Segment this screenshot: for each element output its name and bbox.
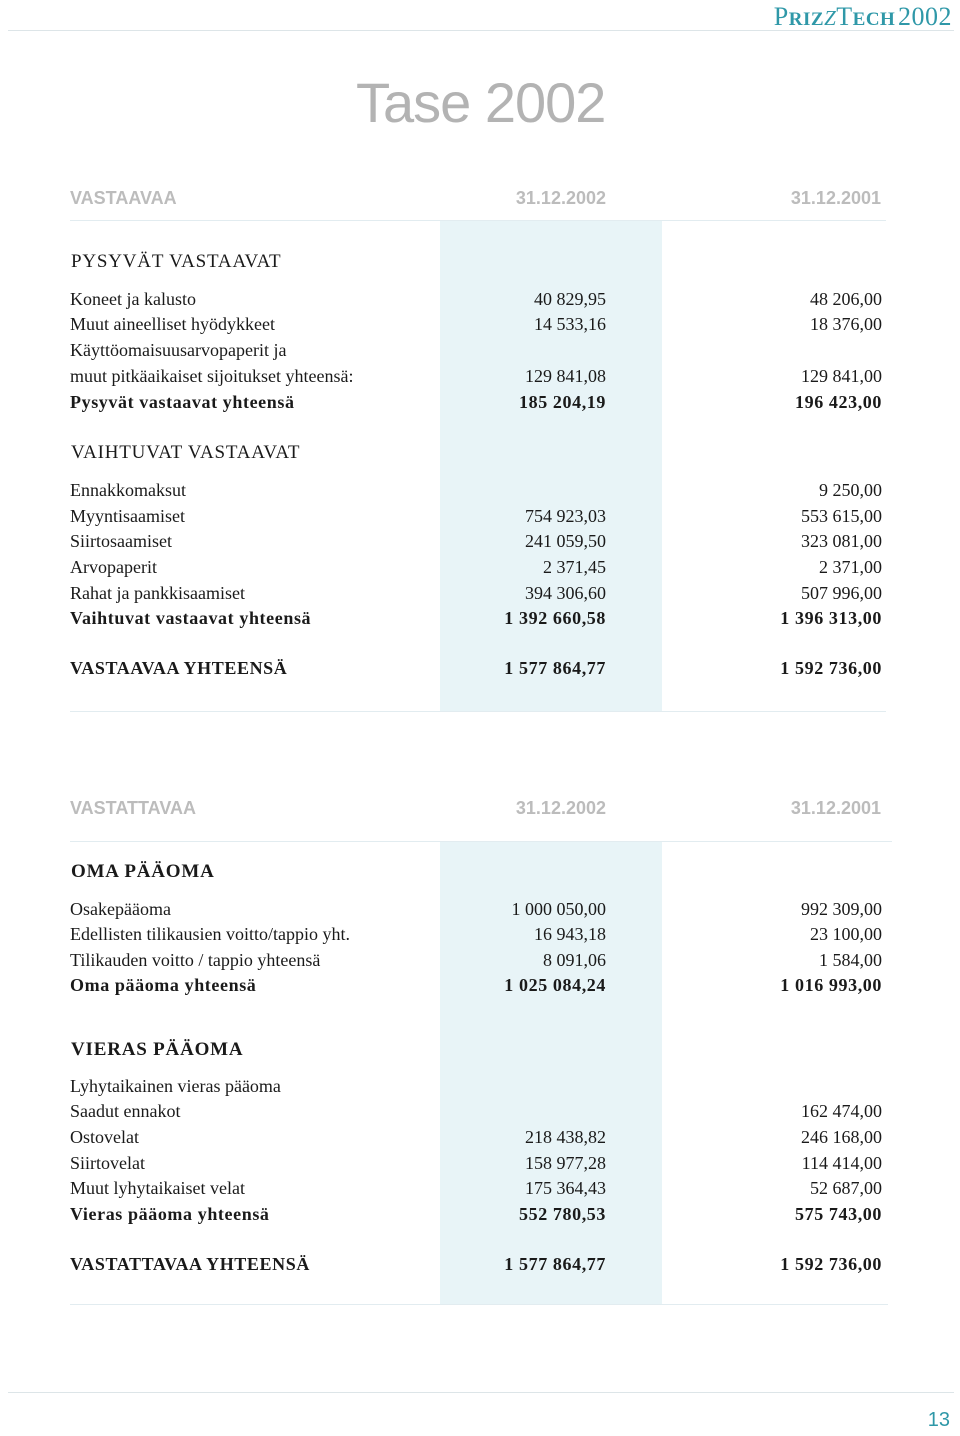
table-row <box>70 314 882 340</box>
row-value-2001: 1 016 993,00 <box>780 975 882 995</box>
assets-bottom-rule <box>70 711 886 712</box>
section-title-fixed-assets: PYSYVÄT VASTAAVAT <box>71 251 282 272</box>
row-label: Vieras pääoma yhteensä <box>70 1204 270 1224</box>
table-row <box>70 1101 882 1127</box>
section-title-current-assets: VAIHTUVAT VASTAAVAT <box>71 442 301 463</box>
row-label: Arvopaperit <box>70 557 157 577</box>
row-label: Ennakkomaksut <box>70 480 186 500</box>
row-value-2001: 196 423,00 <box>795 392 882 412</box>
brand-year: 2002 <box>898 2 952 31</box>
subtotal-row <box>70 1204 882 1230</box>
row-label: Koneet ja kalusto <box>70 289 196 309</box>
table-row <box>70 583 882 609</box>
row-value-2001: 1 584,00 <box>819 950 882 970</box>
brand-rizz: RIZ <box>788 9 825 30</box>
brand-z: Z <box>824 6 837 30</box>
assets-header-2001: 31.12.2001 <box>790 188 881 208</box>
row-value-2002: 175 364,43 <box>525 1178 606 1198</box>
section-title-debt: VIERAS PÄÄOMA <box>71 1039 244 1060</box>
subtotal-row <box>70 608 882 634</box>
table-row <box>70 289 882 315</box>
grand-total-row <box>70 658 882 684</box>
row-label: Lyhytaikainen vieras pääoma <box>70 1076 281 1096</box>
table-row <box>70 366 882 392</box>
brand-tech: ECH <box>852 9 896 30</box>
row-value-2001: 18 376,00 <box>810 314 882 334</box>
row-value-2001: 1 592 736,00 <box>780 658 882 678</box>
row-value-2001: 2 371,00 <box>819 557 882 577</box>
liabilities-header-label: VASTATTAVAA <box>70 798 196 818</box>
row-value-2001: 992 309,00 <box>801 899 882 919</box>
section-title-equity: OMA PÄÄOMA <box>71 861 215 882</box>
liabilities-header-rule <box>70 841 892 842</box>
row-value-2001: 1 396 313,00 <box>780 608 882 628</box>
row-value-2001: 114 414,00 <box>801 1153 882 1173</box>
row-label: Oma pääoma yhteensä <box>70 975 257 995</box>
footer-rule <box>8 1392 954 1393</box>
row-label: Siirtosaamiset <box>70 531 172 551</box>
row-value-2002: 754 923,03 <box>525 506 606 526</box>
row-label: Käyttöomaisuusarvopaperit ja <box>70 340 287 360</box>
row-value-2001: 9 250,00 <box>819 480 882 500</box>
table-row <box>70 1076 882 1102</box>
table-row <box>70 1178 882 1204</box>
brand-letter-p: P <box>773 2 789 31</box>
row-value-2001: 575 743,00 <box>795 1204 882 1224</box>
subtotal-row <box>70 392 882 418</box>
row-label: VASTATTAVAA YHTEENSÄ <box>70 1254 310 1274</box>
table-row <box>70 506 882 532</box>
row-value-2001: 246 168,00 <box>801 1127 882 1147</box>
row-label: Pysyvät vastaavat yhteensä <box>70 392 295 412</box>
row-value-2002: 14 533,16 <box>534 314 606 334</box>
brand-logo <box>774 2 952 32</box>
table-row <box>70 899 882 925</box>
row-value-2002: 394 306,60 <box>525 583 606 603</box>
table-row <box>70 1153 882 1179</box>
row-value-2002: 1 392 660,58 <box>504 608 606 628</box>
row-value-2002: 218 438,82 <box>525 1127 606 1147</box>
table-row <box>70 1127 882 1153</box>
row-label: Rahat ja pankkisaamiset <box>70 583 245 603</box>
row-value-2002: 40 829,95 <box>534 289 606 309</box>
table-row <box>70 340 882 366</box>
row-label: muut pitkäaikaiset sijoitukset yhteensä: <box>70 366 354 386</box>
top-rule <box>8 30 954 31</box>
row-value-2002: 2 371,45 <box>543 557 606 577</box>
grand-total-row <box>70 1254 882 1280</box>
table-row <box>70 531 882 557</box>
liabilities-bottom-rule <box>70 1304 888 1305</box>
row-value-2001: 52 687,00 <box>810 1178 882 1198</box>
row-value-2001: 323 081,00 <box>801 531 882 551</box>
row-value-2001: 48 206,00 <box>810 289 882 309</box>
row-label: Tilikauden voitto / tappio yhteensä <box>70 950 321 970</box>
table-row <box>70 950 882 976</box>
assets-header-rule <box>70 220 886 221</box>
brand-letter-t: T <box>836 2 853 31</box>
row-value-2001: 507 996,00 <box>801 583 882 603</box>
row-value-2002: 1 577 864,77 <box>504 658 606 678</box>
row-label: Myyntisaamiset <box>70 506 185 526</box>
row-label: Osakepääoma <box>70 899 171 919</box>
row-value-2002: 241 059,50 <box>525 531 606 551</box>
row-value-2002: 185 204,19 <box>519 392 606 412</box>
row-value-2002: 8 091,06 <box>543 950 606 970</box>
row-label: Muut lyhytaikaiset velat <box>70 1178 245 1198</box>
row-label: Ostovelat <box>70 1127 139 1147</box>
table-row <box>70 480 882 506</box>
row-label: VASTAAVAA YHTEENSÄ <box>70 658 288 678</box>
table-row <box>70 557 882 583</box>
row-value-2002: 129 841,08 <box>525 366 606 386</box>
row-value-2002: 16 943,18 <box>534 924 606 944</box>
row-value-2002: 1 025 084,24 <box>504 975 606 995</box>
row-value-2002: 158 977,28 <box>525 1153 606 1173</box>
page-title: Tase 2002 <box>356 71 606 134</box>
row-label: Muut aineelliset hyödykkeet <box>70 314 275 334</box>
table-row <box>70 924 882 950</box>
assets-header-2002: 31.12.2002 <box>515 188 606 208</box>
liabilities-header-2001: 31.12.2001 <box>790 798 881 818</box>
subtotal-row <box>70 975 882 1001</box>
row-value-2001: 23 100,00 <box>810 924 882 944</box>
row-value-2002: 552 780,53 <box>519 1204 606 1224</box>
row-label: Vaihtuvat vastaavat yhteensä <box>70 608 312 628</box>
liabilities-header-2002: 31.12.2002 <box>515 798 606 818</box>
row-value-2001: 129 841,00 <box>801 366 882 386</box>
row-value-2002: 1 000 050,00 <box>511 899 606 919</box>
page-number: 13 <box>927 1409 950 1431</box>
row-value-2001: 162 474,00 <box>801 1101 882 1121</box>
row-value-2001: 553 615,00 <box>801 506 882 526</box>
row-label: Edellisten tilikausien voitto/tappio yht. <box>70 924 350 944</box>
row-value-2002: 1 577 864,77 <box>504 1254 606 1274</box>
row-label: Siirtovelat <box>70 1153 145 1173</box>
row-value-2001: 1 592 736,00 <box>780 1254 882 1274</box>
row-label: Saadut ennakot <box>70 1101 181 1121</box>
assets-header-label: VASTAAVAA <box>70 188 177 208</box>
